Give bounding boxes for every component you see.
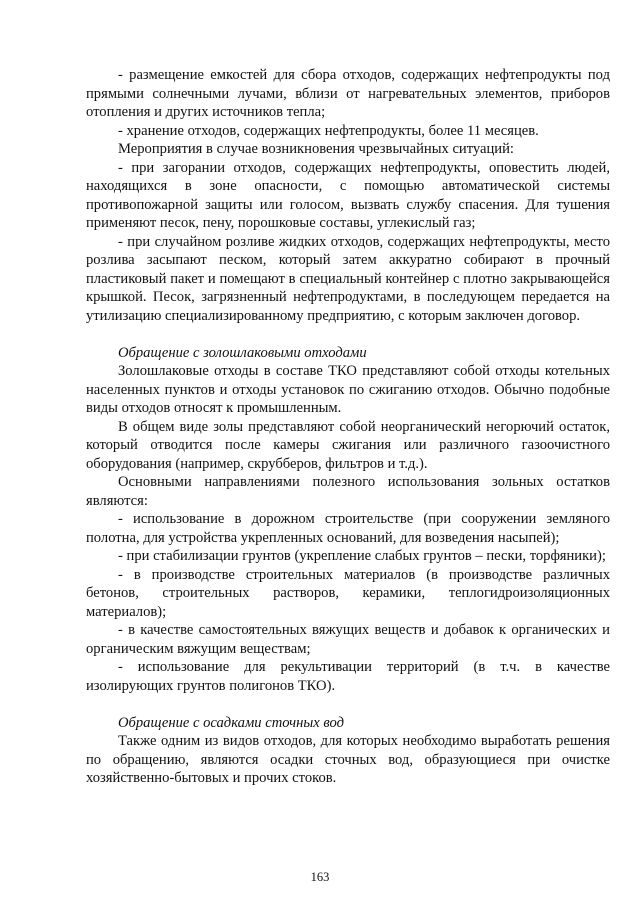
section-spacer <box>86 325 610 344</box>
paragraph: - при случайном розливе жидких отходов, содержащих нефтепродукты, место розлива засыпают песком, который затем аккуратно собирают в прочный пластиковый пакет и помещают в специальный контейнер с плотно закрывающейся крышкой. Песок, загрязненный нефтепродуктами, в последующем передается на утилизацию специализированному предприятию, с которым заключен договор. <box>86 233 610 324</box>
page-content <box>86 66 610 788</box>
paragraph: Основными направлениями полезного использования зольных остатков являются: <box>86 474 610 509</box>
page-number: 163 <box>310 870 330 884</box>
paragraph: - при стабилизации грунтов (укрепление слабых грунтов – пески, торфяники); <box>118 548 606 564</box>
paragraph: Золошлаковые отходы в составе ТКО представляют собой отходы котельных населенных пунктов и отходы установок по сжиганию отходов. Обычно подобные виды отходов относят к промышленным. <box>86 363 610 416</box>
section-heading-sewage-sludge: Обращение с осадками сточных вод <box>118 714 344 731</box>
paragraph: Также одним из видов отходов, для которых необходимо выработать решения по обращению, являются осадки сточных вод, образующиеся при очистке хозяйственно-бытовых и прочих стоков. <box>86 733 610 786</box>
paragraph: - хранение отходов, содержащих нефтепродукты, более 11 месяцев. <box>118 122 539 139</box>
section-heading-ash-slag: Обращение с золошлаковыми отходами <box>118 344 367 361</box>
paragraph: - при загорании отходов, содержащих нефтепродукты, оповестить людей, находящихся в зоне опасности, с помощью автоматической системы противопожарной защиты или голосом, вызвать службу спасения. Для тушения применяют песок, пену, порошковые составы, углекислый газ; <box>86 159 610 231</box>
paragraph: В общем виде золы представляют собой неорганический негорючий остаток, который отводится после камеры сжигания или различного газоочистного оборудования (например, скрубберов, фильтров и т.д.). <box>86 418 610 472</box>
paragraph: - размещение емкостей для сбора отходов, содержащих нефтепродукты под прямыми солнечными лучами, вблизи от нагревательных элементов, приборов отопления и других источников тепла; <box>86 67 610 120</box>
paragraph: - использование для рекультивации территорий (в т.ч. в качестве изолирующих грунтов полигонов ТКО). <box>86 659 610 694</box>
section-spacer <box>86 695 610 714</box>
paragraph: Мероприятия в случае возникновения чрезвычайных ситуаций: <box>118 141 514 157</box>
paragraph: - в производстве строительных материалов (в производстве различных бетонов, строительных растворов, керамики, теплогидроизоляционных материалов); <box>86 566 610 620</box>
paragraph: - в качестве самостоятельных вяжущих веществ и добавок к органических и органическим вяжущим веществам; <box>86 622 610 657</box>
paragraph: - использование в дорожном строительстве (при сооружении земляного полотна, для устройства укрепленных оснований, для возведения насыпей); <box>86 511 610 546</box>
